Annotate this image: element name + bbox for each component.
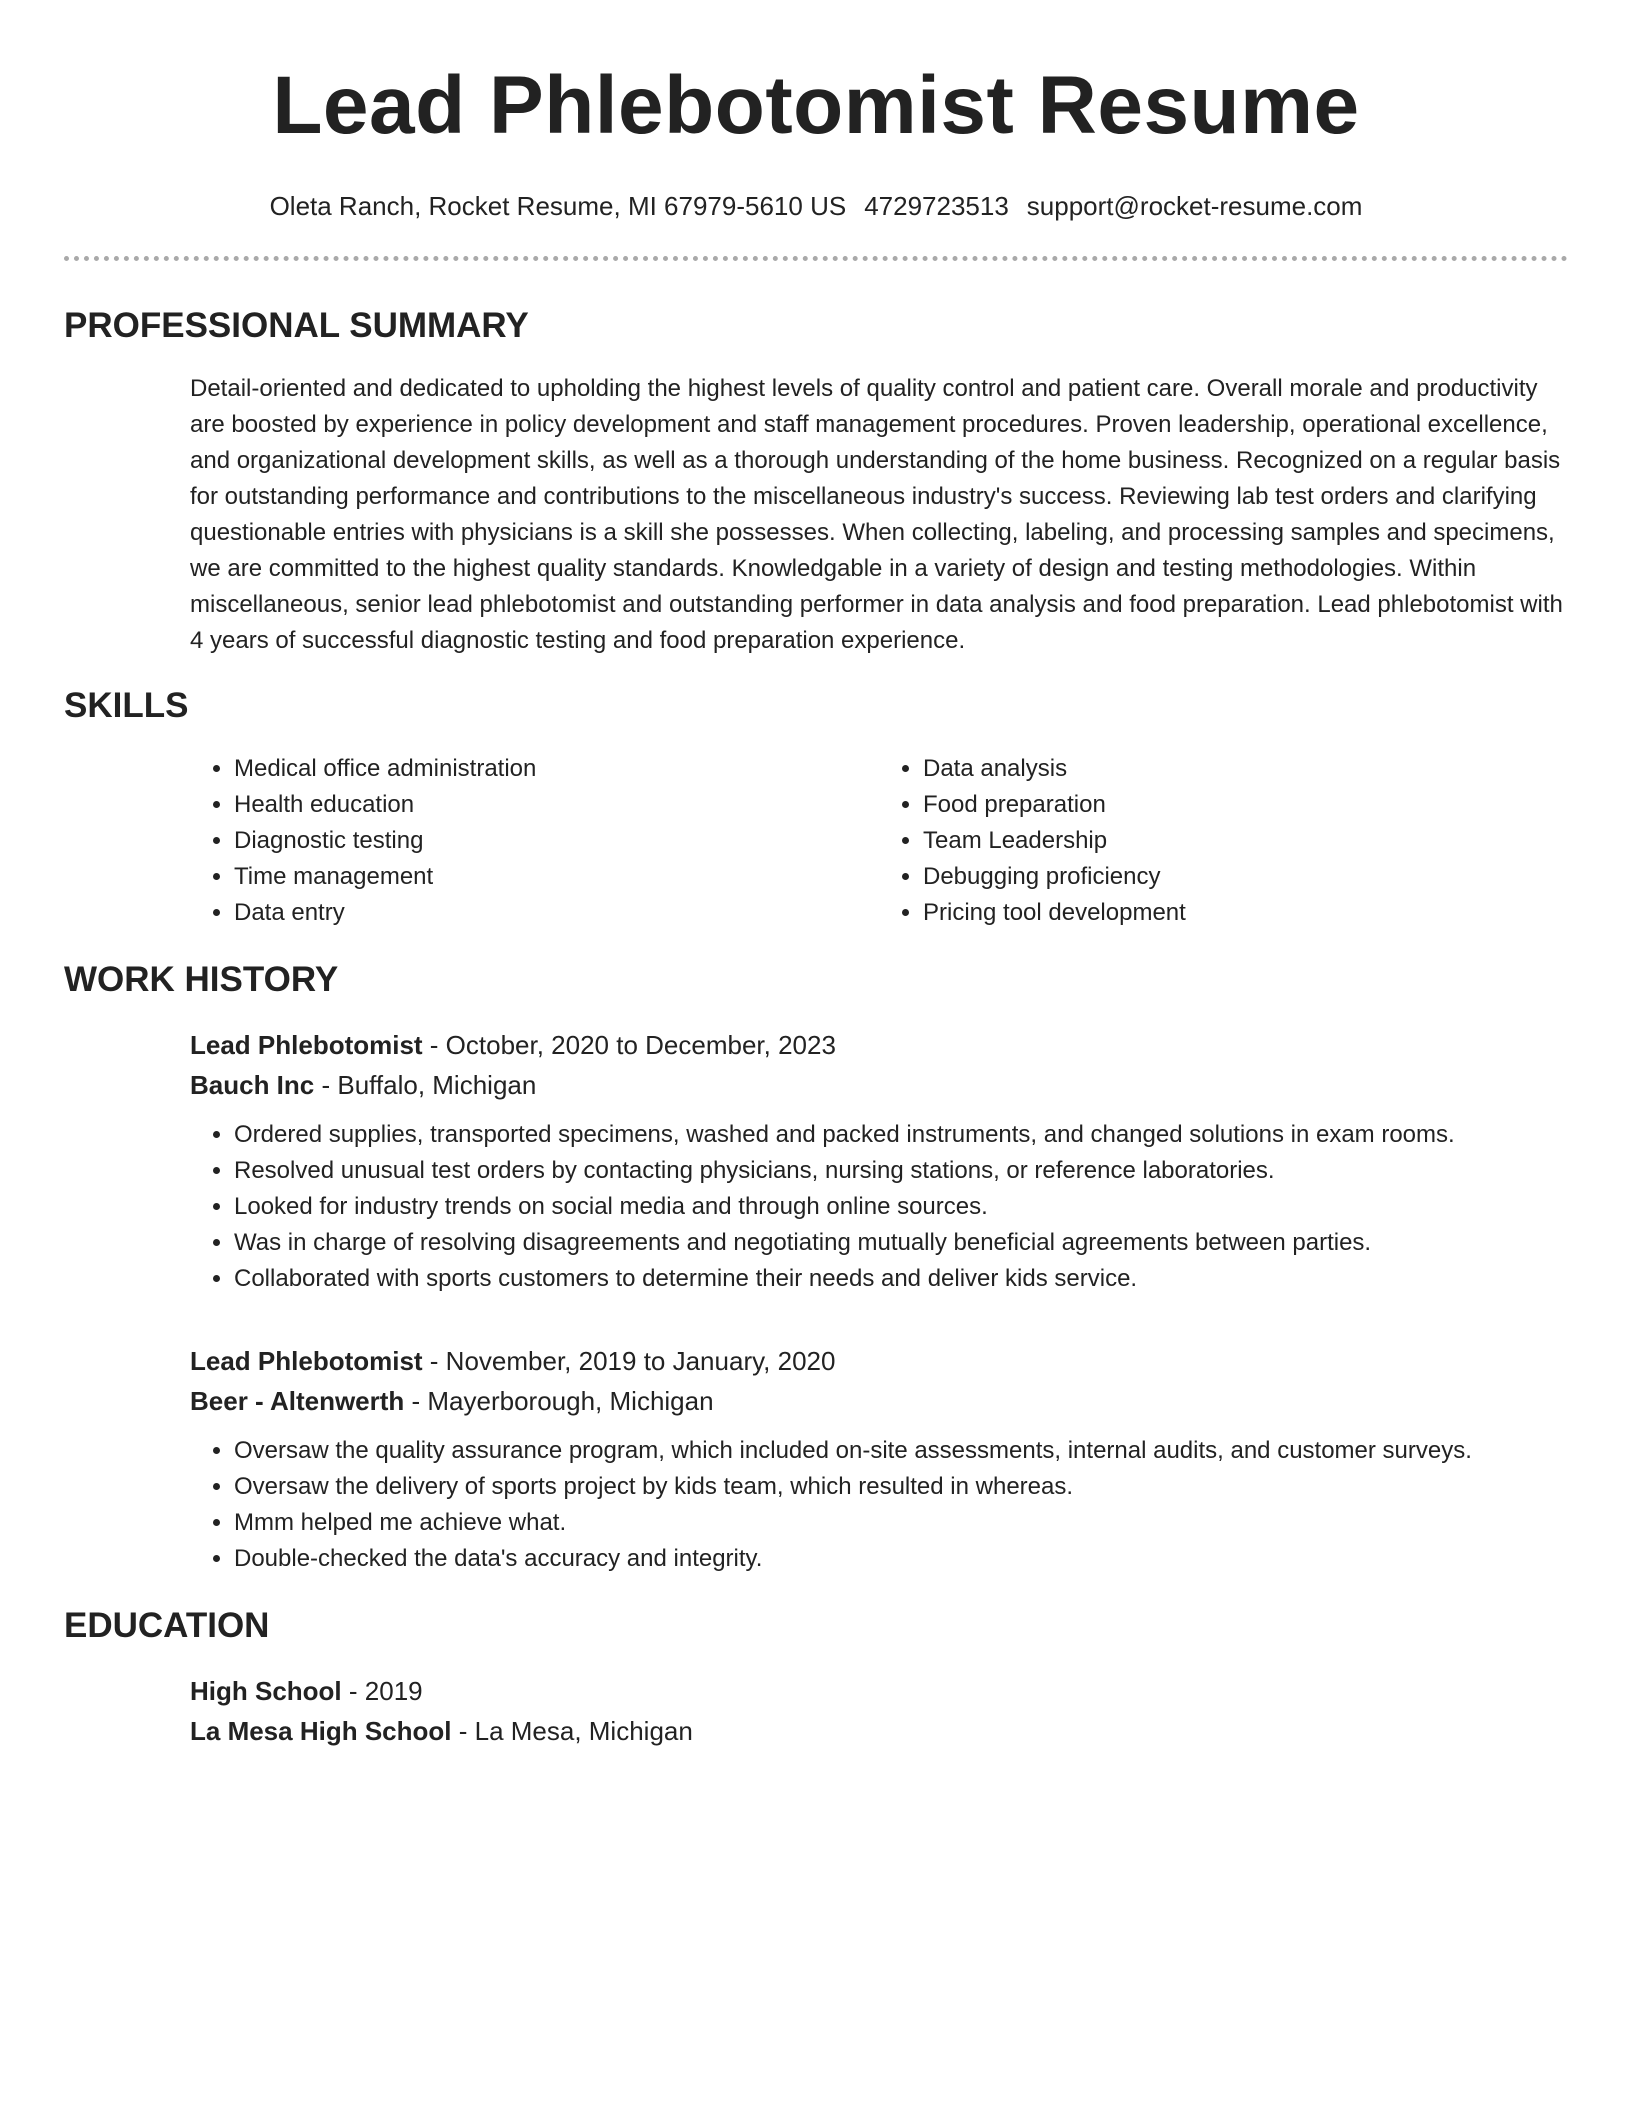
job-company: Bauch Inc: [190, 1070, 315, 1100]
education-entry: [190, 1671, 1568, 1751]
summary-section: [64, 305, 1568, 659]
skill-item: • Time management: [234, 859, 879, 895]
job-bullet: • Mmm helped me achieve what.: [234, 1505, 1568, 1541]
job-entry: [190, 1341, 1568, 1577]
job-company: Beer - Altenwerth: [190, 1386, 405, 1416]
job-title-line: [190, 1025, 1568, 1065]
job-bullet: • Oversaw the delivery of sports project by kids team, which resulted in whereas.: [234, 1469, 1568, 1505]
summary-heading: PROFESSIONAL SUMMARY: [64, 306, 529, 345]
resume-title: Lead Phlebotomist Resume: [272, 60, 1360, 151]
job-bullet: • Collaborated with sports customers to determine their needs and deliver kids service.: [234, 1261, 1568, 1297]
skill-item: • Food preparation: [923, 787, 1568, 823]
job-bullet: • Resolved unusual test orders by contacting physicians, nursing stations, or reference laboratories.: [234, 1153, 1568, 1189]
contact-phone: 4729723513: [864, 191, 1009, 221]
education-year: - 2019: [341, 1676, 423, 1706]
job-dates: - November, 2019 to January, 2020: [422, 1346, 836, 1376]
skill-item: • Debugging proficiency: [923, 859, 1568, 895]
header-divider: [64, 256, 1568, 261]
skills-grid: [190, 751, 1568, 931]
job-bullet: • Oversaw the quality assurance program, which included on-site assessments, internal audits, and customer surveys.: [234, 1433, 1568, 1469]
education-degree-line: [190, 1671, 1568, 1711]
job-entry: [190, 1025, 1568, 1297]
education-location: - La Mesa, Michigan: [451, 1716, 693, 1746]
job-bullet: • Was in charge of resolving disagreements and negotiating mutually beneficial agreements between parties.: [234, 1225, 1568, 1261]
work-history-heading: WORK HISTORY: [64, 960, 339, 999]
skills-column-right: [879, 751, 1568, 931]
summary-text: Detail-oriented and dedicated to upholding the highest levels of quality control and patient care. Overall morale and productivity are boosted by experience in policy development and staff management procedures. Proven leadership, operational excellence, and organizational development skills, as well as a thorough understanding of the home business. Recognized on a regular basis for outstanding performance and contributions to the miscellaneous industry's success. Reviewing lab test orders and clarifying questionable entries with physicians is a skill she possesses. When collecting, labeling, and processing samples and specimens, we are committed to the highest quality standards. Knowledgable in a variety of design and testing methodologies. Within miscellaneous, senior lead phlebotomist and outstanding performer in data analysis and food preparation. Lead phlebotomist with 4 years of successful diagnostic testing and food preparation experience.: [190, 375, 1563, 654]
job-title: Lead Phlebotomist: [190, 1030, 423, 1060]
skills-heading: SKILLS: [64, 686, 189, 725]
skill-item: • Pricing tool development: [923, 895, 1568, 931]
work-history-section: [64, 959, 1568, 1577]
education-heading: EDUCATION: [64, 1606, 270, 1645]
job-bullets: [190, 1433, 1568, 1577]
job-bullet: • Ordered supplies, transported specimens, washed and packed instruments, and changed solutions in exam rooms.: [234, 1117, 1568, 1153]
education-school: La Mesa High School: [190, 1716, 452, 1746]
job-bullets: [190, 1117, 1568, 1297]
job-location: - Mayerborough, Michigan: [404, 1386, 714, 1416]
skills-column-left: [190, 751, 879, 931]
job-company-line: [190, 1065, 1568, 1105]
contact-address: Oleta Ranch, Rocket Resume, MI 67979-5610 US: [269, 191, 847, 221]
contact-info: [64, 190, 1568, 222]
job-title: Lead Phlebotomist: [190, 1346, 423, 1376]
skill-item: • Team Leadership: [923, 823, 1568, 859]
job-bullet: • Looked for industry trends on social media and through online sources.: [234, 1189, 1568, 1225]
job-bullet: • Double-checked the data's accuracy and integrity.: [234, 1541, 1568, 1577]
skill-item: • Data analysis: [923, 751, 1568, 787]
contact-email: support@rocket-resume.com: [1026, 191, 1363, 221]
skill-item: • Data entry: [234, 895, 879, 931]
skills-section: [64, 685, 1568, 931]
skill-item: • Medical office administration: [234, 751, 879, 787]
skill-item: • Diagnostic testing: [234, 823, 879, 859]
education-school-line: [190, 1711, 1568, 1751]
job-company-line: [190, 1381, 1568, 1421]
job-dates: - October, 2020 to December, 2023: [422, 1030, 836, 1060]
education-section: [64, 1605, 1568, 1751]
education-degree: High School: [190, 1676, 342, 1706]
skill-item: • Health education: [234, 787, 879, 823]
job-title-line: [190, 1341, 1568, 1381]
job-location: - Buffalo, Michigan: [314, 1070, 537, 1100]
